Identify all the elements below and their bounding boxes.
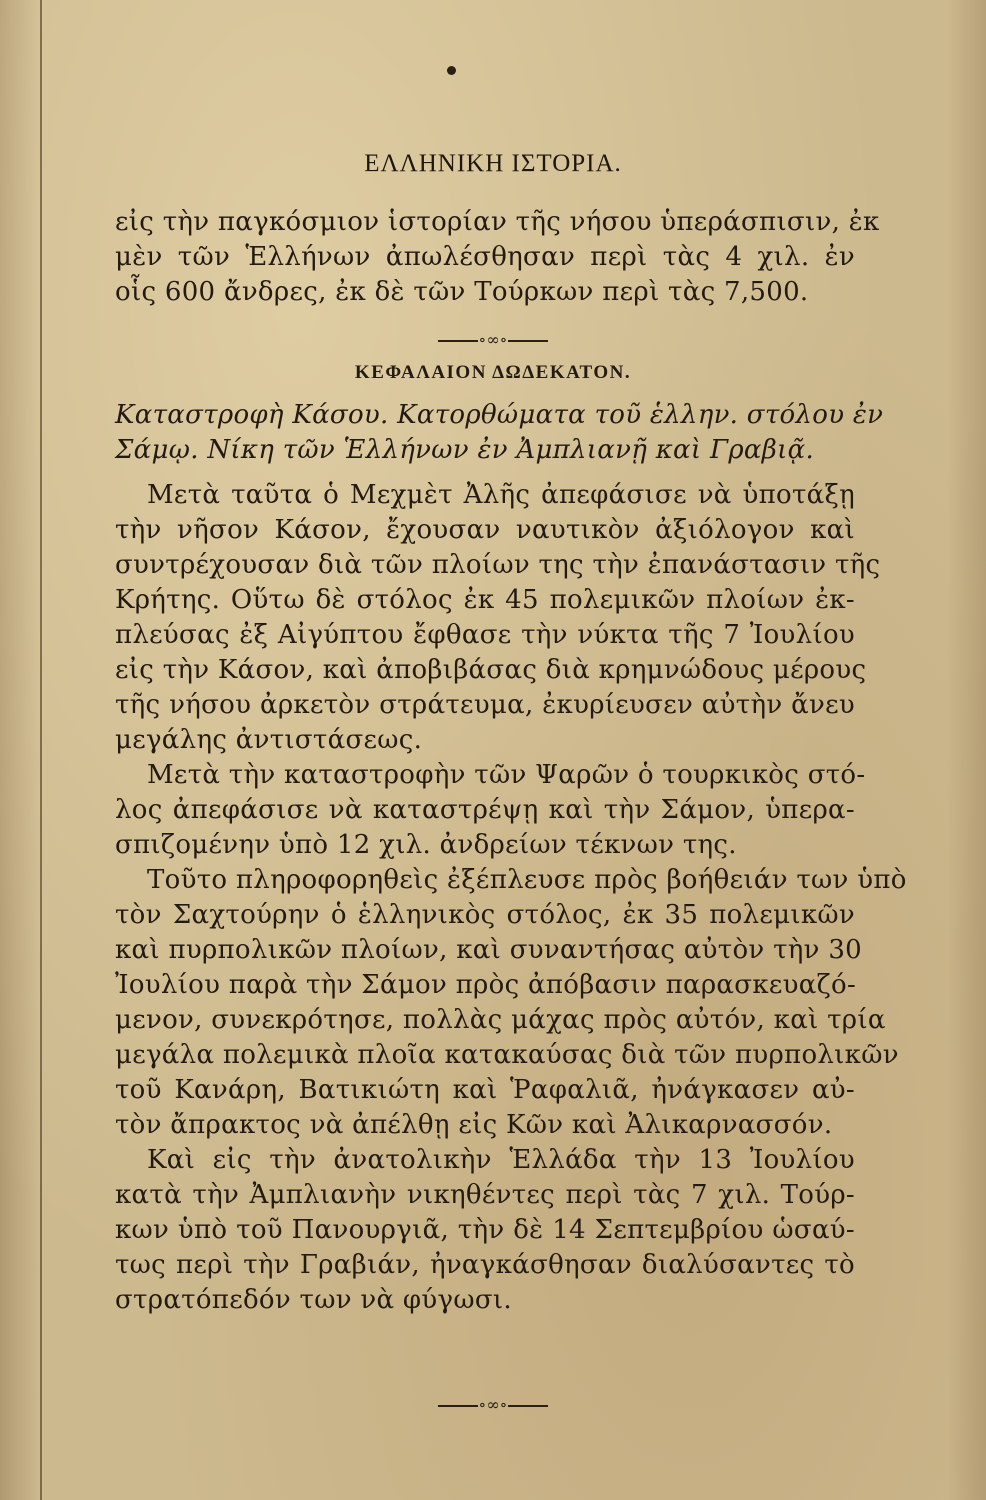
- text-line: εἰς τὴν παγκόσμιον ἱστορίαν τῆς νήσου ὑπεράσπισιν, ἐκ: [115, 207, 880, 237]
- text-line: τὴν νῆσον Κάσον, ἔχουσαν ναυτικὸν ἀξιόλογον καὶ: [115, 515, 855, 545]
- text-line: τῆς νήσου ἀρκετὸν στράτευμα, ἐκυρίευσεν αὐτὴν ἄνευ: [115, 690, 855, 720]
- text-line: τὸν ἄπρακτος νὰ ἀπέλθῃ εἰς Κῶν καὶ Ἀλικαρνασσόν.: [115, 1110, 833, 1140]
- text-line: τως περὶ τὴν Γραβιάν, ἠναγκάσθησαν διαλύσαντες τὸ: [115, 1250, 855, 1280]
- chapter-summary: [115, 398, 884, 468]
- text-line: τοῦ Κανάρη, Βατικιώτη καὶ Ῥαφαλιᾶ, ἠνάγκασεν αὐ-: [115, 1075, 855, 1105]
- end-divider-ornament: ∘∞∘: [0, 1395, 986, 1414]
- text-line: κων ὑπὸ τοῦ Πανουργιᾶ, τὴν δὲ 14 Σεπτεμβρίου ὡσαύ-: [115, 1215, 855, 1245]
- text-line: σπιζομένην ὑπὸ 12 χιλ. ἀνδρείων τέκνων της.: [115, 830, 737, 860]
- text-line: τὸν Σαχτούρην ὁ ἑλληνικὸς στόλος, ἐκ 35 πολεμικῶν: [115, 900, 855, 930]
- text-line: Κρήτης. Οὕτω δὲ στόλος ἐκ 45 πολεμικῶν πλοίων ἐκ-: [115, 585, 855, 615]
- text-line: στρατόπεδόν των νὰ φύγωσι.: [115, 1285, 512, 1315]
- text-line: Ἰουλίου παρὰ τὴν Σάμον πρὸς ἀπόβασιν παρασκευαζό-: [115, 970, 857, 1000]
- text-line: λος ἀπεφάσισε νὰ καταστρέψῃ καὶ τὴν Σάμον, ὑπερα-: [115, 795, 855, 825]
- text-line: πλεύσας ἐξ Αἰγύπτου ἔφθασε τὴν νύκτα τῆς 7 Ἰουλίου: [115, 620, 855, 650]
- ink-dot: [447, 66, 456, 75]
- text-line: εἰς τὴν Κάσον, καὶ ἀποβιβάσας διὰ κρημνώδους μέρους: [115, 655, 867, 685]
- text-line: Καὶ εἰς τὴν ἀνατολικὴν Ἑλλάδα τὴν 13 Ἰουλίου: [147, 1145, 855, 1175]
- chapter-body: [115, 478, 907, 1318]
- section-divider-ornament: ∘∞∘: [0, 330, 986, 349]
- text-line: μενον, συνεκρότησε, πολλὰς μάχας πρὸς αὐτόν, καὶ τρία: [115, 1005, 886, 1035]
- running-head: ΕΛΛΗΝΙΚΗ ΙΣΤΟΡΙΑ.: [364, 150, 622, 177]
- text-line: καὶ πυρπολικῶν πλοίων, καὶ συναντήσας αὐτὸν τὴν 30: [115, 935, 862, 965]
- page-edge-line: [40, 0, 42, 1500]
- opening-paragraph: [115, 205, 880, 310]
- text-line: Μετὰ τὴν καταστροφὴν τῶν Ψαρῶν ὁ τουρκικὸς στό-: [147, 760, 866, 790]
- summary-line: Σάμῳ. Νίκη τῶν Ἑλλήνων ἐν Ἀμπλιανῇ καὶ Γραβιᾷ.: [115, 435, 815, 465]
- text-line: μεγάλης ἀντιστάσεως.: [115, 725, 423, 755]
- text-line: οἷς 600 ἄνδρες, ἐκ δὲ τῶν Τούρκων περὶ τὰς 7,500.: [115, 277, 809, 307]
- text-line: κατὰ τὴν Ἀμπλιανὴν νικηθέντες περὶ τὰς 7 χιλ. Τούρ-: [115, 1180, 855, 1210]
- text-line: μεγάλα πολεμικὰ πλοῖα κατακαύσας διὰ τῶν πυρπολικῶν: [115, 1040, 899, 1070]
- text-line: Μετὰ ταῦτα ὁ Μεχμὲτ Ἀλῆς ἀπεφάσισε νὰ ὑποτάξῃ: [147, 480, 855, 510]
- text-line: μὲν τῶν Ἑλλήνων ἀπωλέσθησαν περὶ τὰς 4 χιλ. ἐν: [115, 242, 855, 272]
- text-line: συντρέχουσαν διὰ τῶν πλοίων της τὴν ἐπανάστασιν τῆς: [115, 550, 881, 580]
- summary-line: Καταστροφὴ Κάσου. Κατορθώματα τοῦ ἑλλην. στόλου ἐν: [115, 400, 884, 430]
- chapter-title: ΚΕΦΑΛΑΙΟΝ ΔΩΔΕΚΑΤΟΝ.: [354, 362, 632, 383]
- text-line: Τοῦτο πληροφορηθεὶς ἐξέπλευσε πρὸς βοήθειάν των ὑπὸ: [147, 865, 907, 895]
